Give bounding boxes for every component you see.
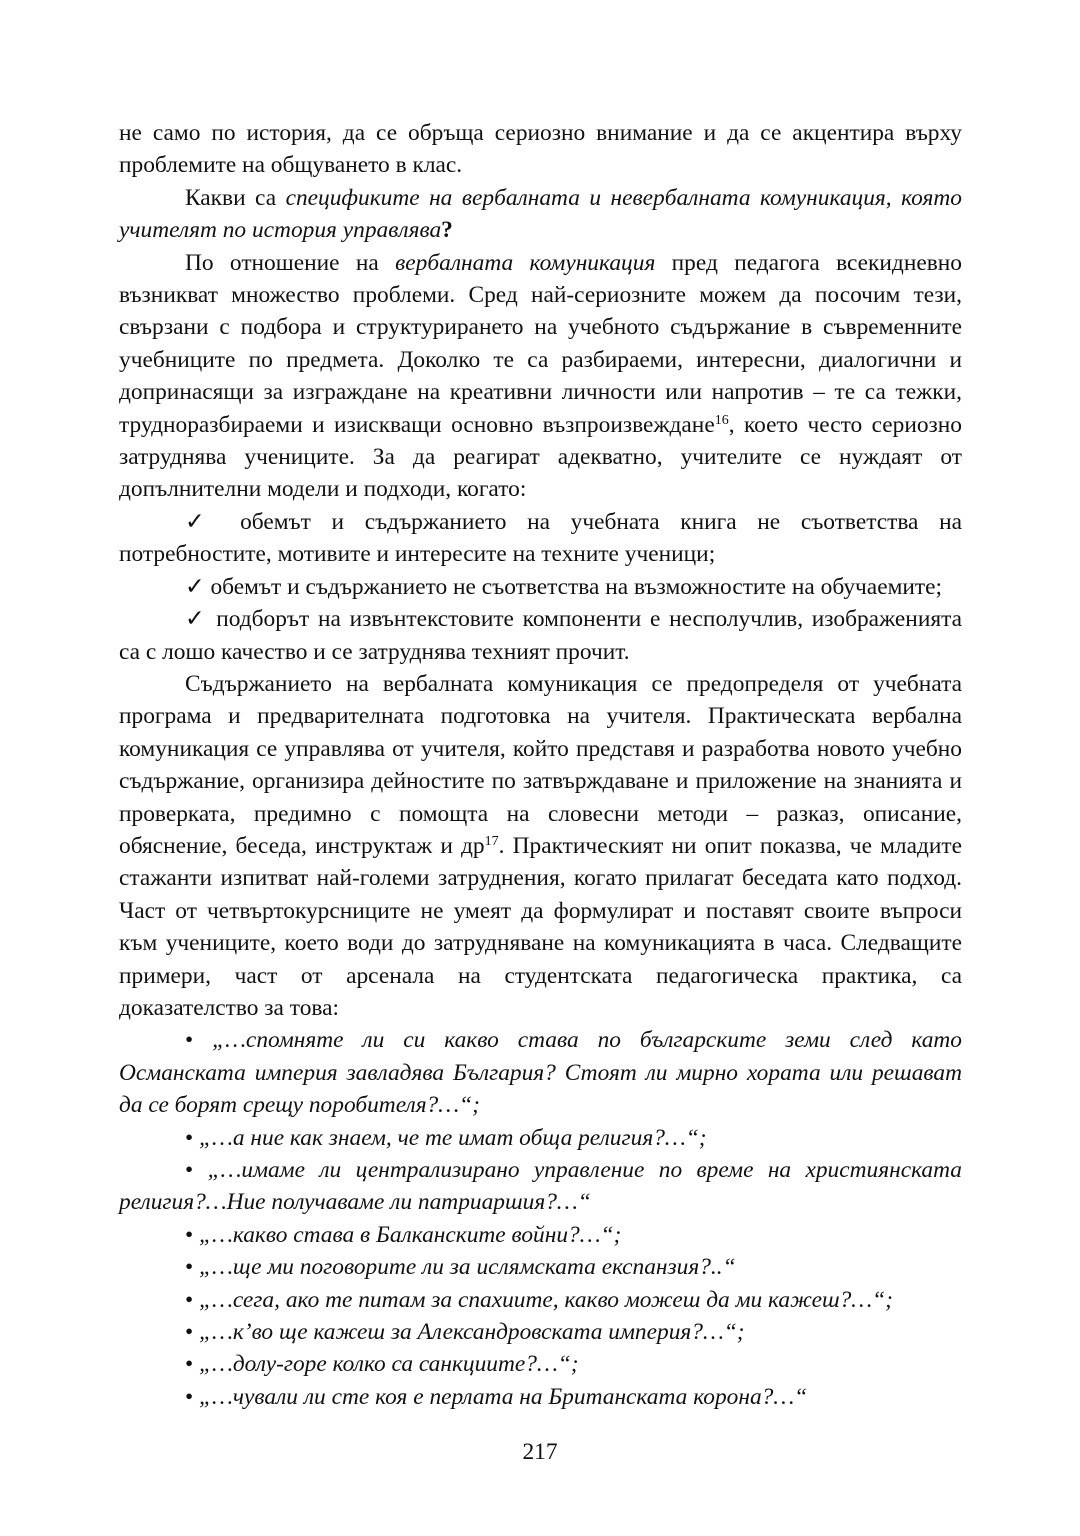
page-number: 217	[522, 1439, 558, 1465]
content-text-1: Съдържанието на вербалната комуникация се предопределя от учебната програма и предварителната подготовка на учителя. Практическата вербална комуникация се управлява от учителя, който представя и разработва новото учебно съдържание, организира дейностите по затвърждаване и приложение на знанията и проверката, предимно с помощта на словесни методи – разказ, описание, обяснение, беседа, инструктаж и др	[119, 670, 962, 859]
question-emphasis: спецификите на вербалната и невербалната комуникация, която учителят по история управлява	[119, 184, 962, 244]
footnote-ref-16: 16	[714, 412, 729, 428]
question-mark: ?	[441, 217, 453, 244]
quote-item: • „…чували ли сте коя е перлата на Британската корона?…“	[119, 1381, 962, 1413]
body-text	[119, 117, 962, 1413]
quote-item: • „…сега, ако те питам за спахиите, какво можеш да ми кажеш?…“;	[119, 1284, 962, 1316]
verbal-lead: По отношение на	[185, 249, 396, 276]
verbal-text-1: пред педагога всекидневно възникват множество проблеми. Сред най-сериозните можем да посочим тези, свързани с подбора и структурирането на учебното съдържание в съвременните учебниците по предмета. Доколко те са разбираеми, интересни, диалогични и допринасящи за изграждане на креативни личности или напротив – те са тежки, трудноразбираеми и изискващи основно възпроизвеждане	[119, 249, 962, 438]
paragraph-verbal-communication	[119, 247, 962, 506]
paragraph-verbal-content	[119, 668, 962, 1024]
checklist-item: ✓ обемът и съдържанието не съответства на възможностите на обучаемите;	[119, 571, 962, 603]
quote-item: • „…имаме ли централизирано управление по време на християнската религия?…Ние получаваме ли патриаршия?…“	[119, 1154, 962, 1219]
checklist-item: ✓ подборът на извънтекстовите компоненти е несполучлив, изображенията са с лошо качество и се затруднява техният прочит.	[119, 603, 962, 668]
quote-item: • „…какво става в Балканските войни?…“;	[119, 1219, 962, 1251]
paragraph-continuation: не само по история, да се обръща сериозно внимание и да се акцентира върху проблемите на общуването в клас.	[119, 120, 962, 179]
quote-item: • „…а ние как знаем, че те имат обща религия?…“;	[119, 1122, 962, 1154]
verbal-text-2: , което често сериозно затруднява учениците. За да реагират адекватно, учителите се нуждаят от допълнителни модели и подходи, когато:	[119, 411, 963, 503]
quote-item: • „…к’во ще кажеш за Александровската империя?…“;	[119, 1316, 962, 1348]
content-text-2: . Практическият ни опит показва, че младите стажанти изпитват най-големи затруднения, когато прилагат беседата като подход. Част от четвъртокурсниците не умеят да формулират и поставят своите въпроси към учениците, което води до затрудняване на комуникацията в часа. Следващите примери, част от арсенала на студентската педагогическа практика, са доказателство за това:	[119, 832, 962, 1021]
quote-item: • „…ще ми поговорите ли за ислямската експанзия?..“	[119, 1251, 962, 1283]
paragraph-question	[119, 182, 962, 247]
verbal-emphasis: вербалната комуникация	[395, 249, 656, 276]
quote-item: • „…долу-горе колко са санкциите?…“;	[119, 1348, 962, 1380]
question-lead: Какви са	[185, 184, 286, 211]
footnote-ref-17: 17	[484, 833, 499, 849]
checklist-item: ✓ обемът и съдържанието на учебната книга не съответства на потребностите, мотивите и интересите на техните ученици;	[119, 506, 962, 571]
quote-item: • „…спомняте ли си какво става по българските земи след като Османската империя завладява България? Стоят ли мирно хората или решават да се борят срещу поробителя?…“;	[119, 1024, 962, 1121]
